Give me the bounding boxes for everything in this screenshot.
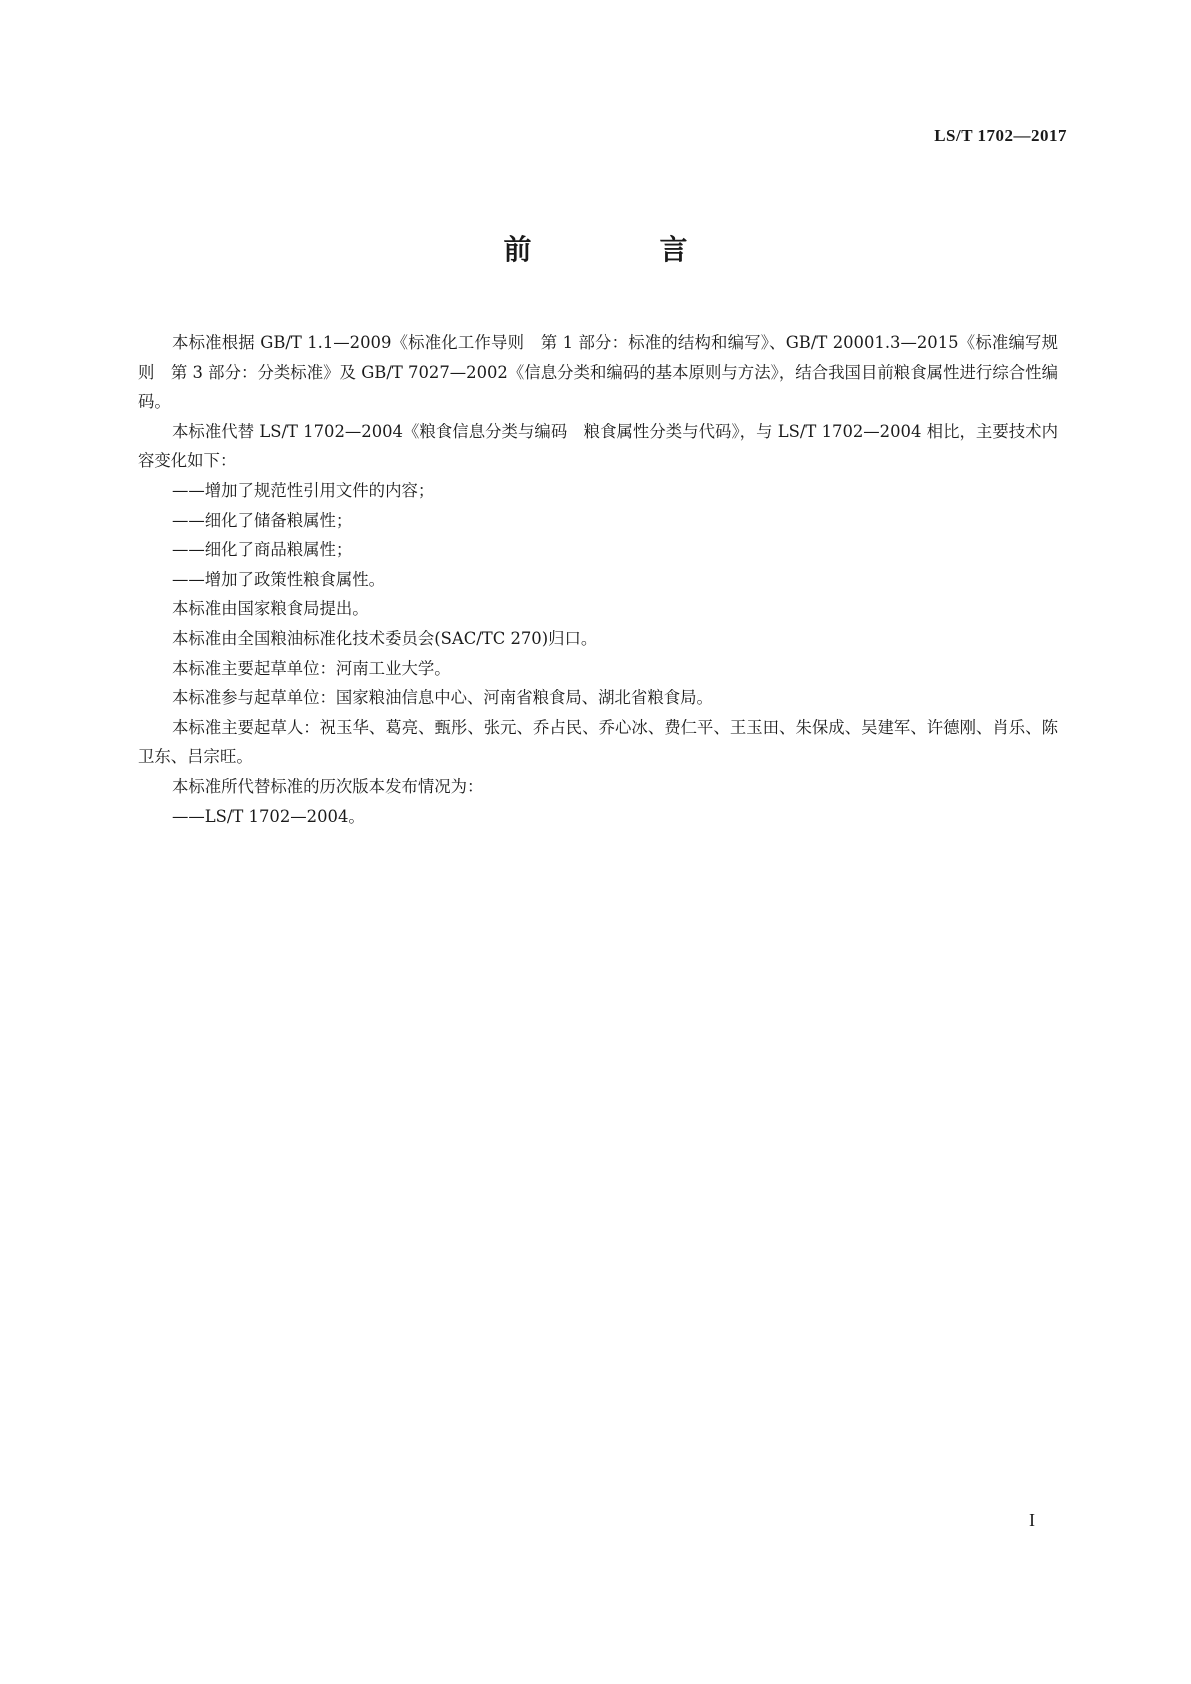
paragraph-main-drafting-unit: 本标准主要起草单位：河南工业大学。: [172, 658, 451, 678]
paragraph-replaces: 本标准代替 LS/T 1702—2004《粮食信息分类与编码 粮食属性分类与代码》，与 LS/T 1702—2004 相比，主要技术内容变化如下：: [138, 421, 1058, 471]
document-body: [138, 328, 1058, 831]
paragraph-drafters: 本标准主要起草人：祝玉华、葛亮、甄彤、张元、乔占民、乔心冰、费仁平、王玉田、朱保成、吴建军、许德刚、肖乐、陈卫东、吕宗旺。: [138, 717, 1058, 767]
document-code: LS/T 1702—2017: [934, 126, 1067, 145]
paragraph-participating-units: 本标准参与起草单位：国家粮油信息中心、河南省粮食局、湖北省粮食局。: [172, 688, 713, 708]
list-item: ——细化了储备粮属性；: [172, 510, 353, 530]
list-item: ——增加了规范性引用文件的内容；: [172, 480, 435, 500]
page-title: 前 言: [503, 233, 738, 266]
list-item: ——增加了政策性粮食属性。: [172, 569, 386, 589]
page-number: I: [1029, 1510, 1035, 1530]
list-item: ——LS/T 1702—2004。: [172, 806, 365, 826]
paragraph-version-history: 本标准所代替标准的历次版本发布情况为：: [172, 776, 484, 796]
paragraph-proposed-by: 本标准由国家粮食局提出。: [172, 599, 369, 619]
paragraph-centralized-by: 本标准由全国粮油标准化技术委员会(SAC/TC 270)归口。: [172, 628, 598, 648]
list-item: ——细化了商品粮属性；: [172, 540, 353, 560]
paragraph-basis: 本标准根据 GB/T 1.1—2009《标准化工作导则 第 1 部分：标准的结构和编写》、GB/T 20001.3—2015《标准编写规则 第 3 部分：分类标准》及 GB/T 7027—2002《信息分类和编码的基本原则与方法》，结合我国目前粮食属性进行综合性编码。: [138, 333, 1058, 412]
